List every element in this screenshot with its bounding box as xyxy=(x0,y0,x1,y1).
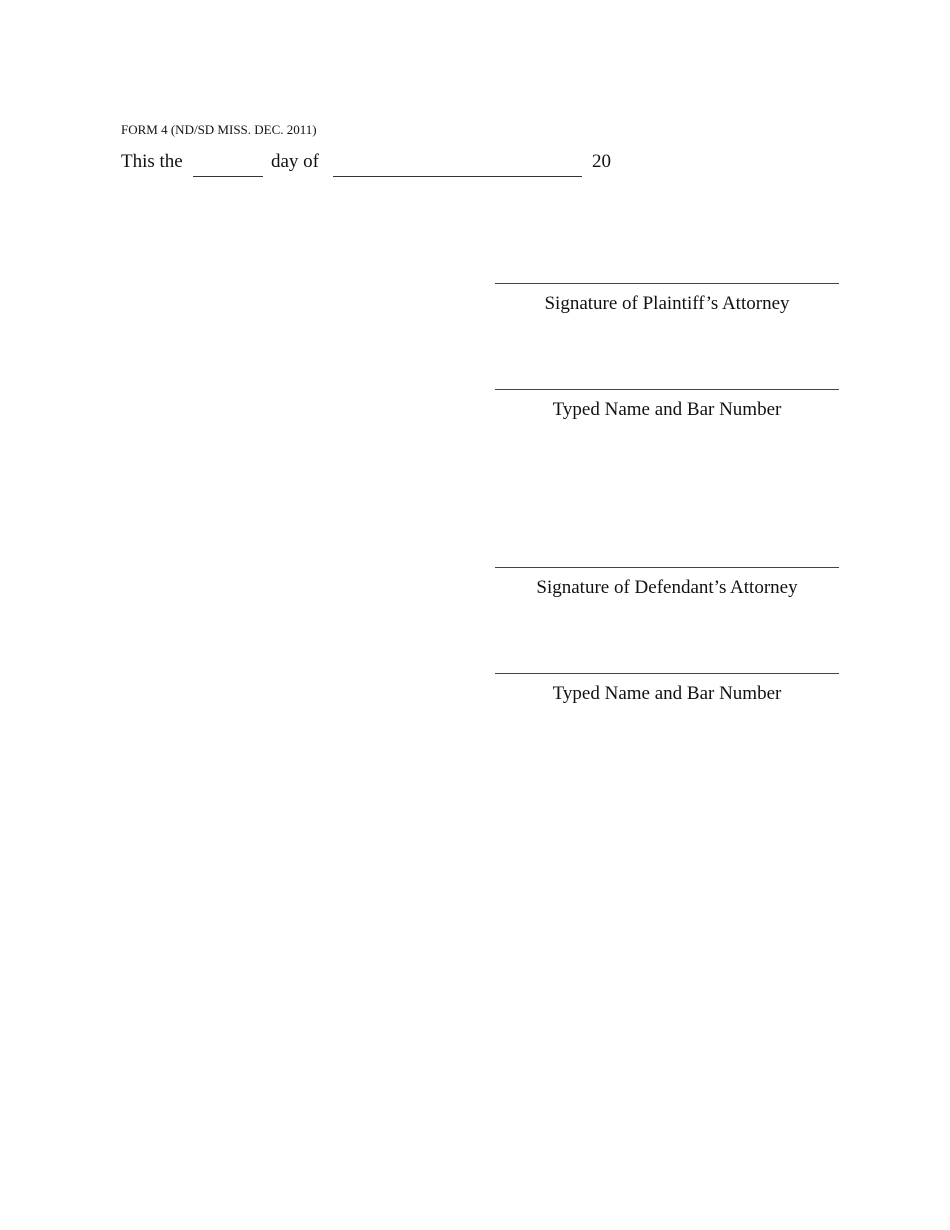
form-label: FORM 4 (ND/SD MISS. DEC. 2011) xyxy=(121,122,317,137)
defendant-name-bar-label: Typed Name and Bar Number xyxy=(552,683,782,704)
plaintiff-signature-line[interactable] xyxy=(495,283,839,284)
year-prefix: 20 xyxy=(592,151,611,172)
plaintiff-name-bar-line[interactable] xyxy=(495,389,839,390)
plaintiff-signature-label: Signature of Plaintiff’s Attorney xyxy=(544,293,790,314)
defendant-name-bar-line[interactable] xyxy=(495,673,839,674)
defendant-signature-line[interactable] xyxy=(495,567,839,568)
date-prefix: This the xyxy=(121,151,183,172)
plaintiff-name-bar-label: Typed Name and Bar Number xyxy=(552,399,782,420)
defendant-signature-label: Signature of Defendant’s Attorney xyxy=(536,577,798,598)
day-blank[interactable] xyxy=(193,176,263,177)
date-middle: day of xyxy=(271,151,320,172)
month-blank[interactable] xyxy=(333,176,582,177)
